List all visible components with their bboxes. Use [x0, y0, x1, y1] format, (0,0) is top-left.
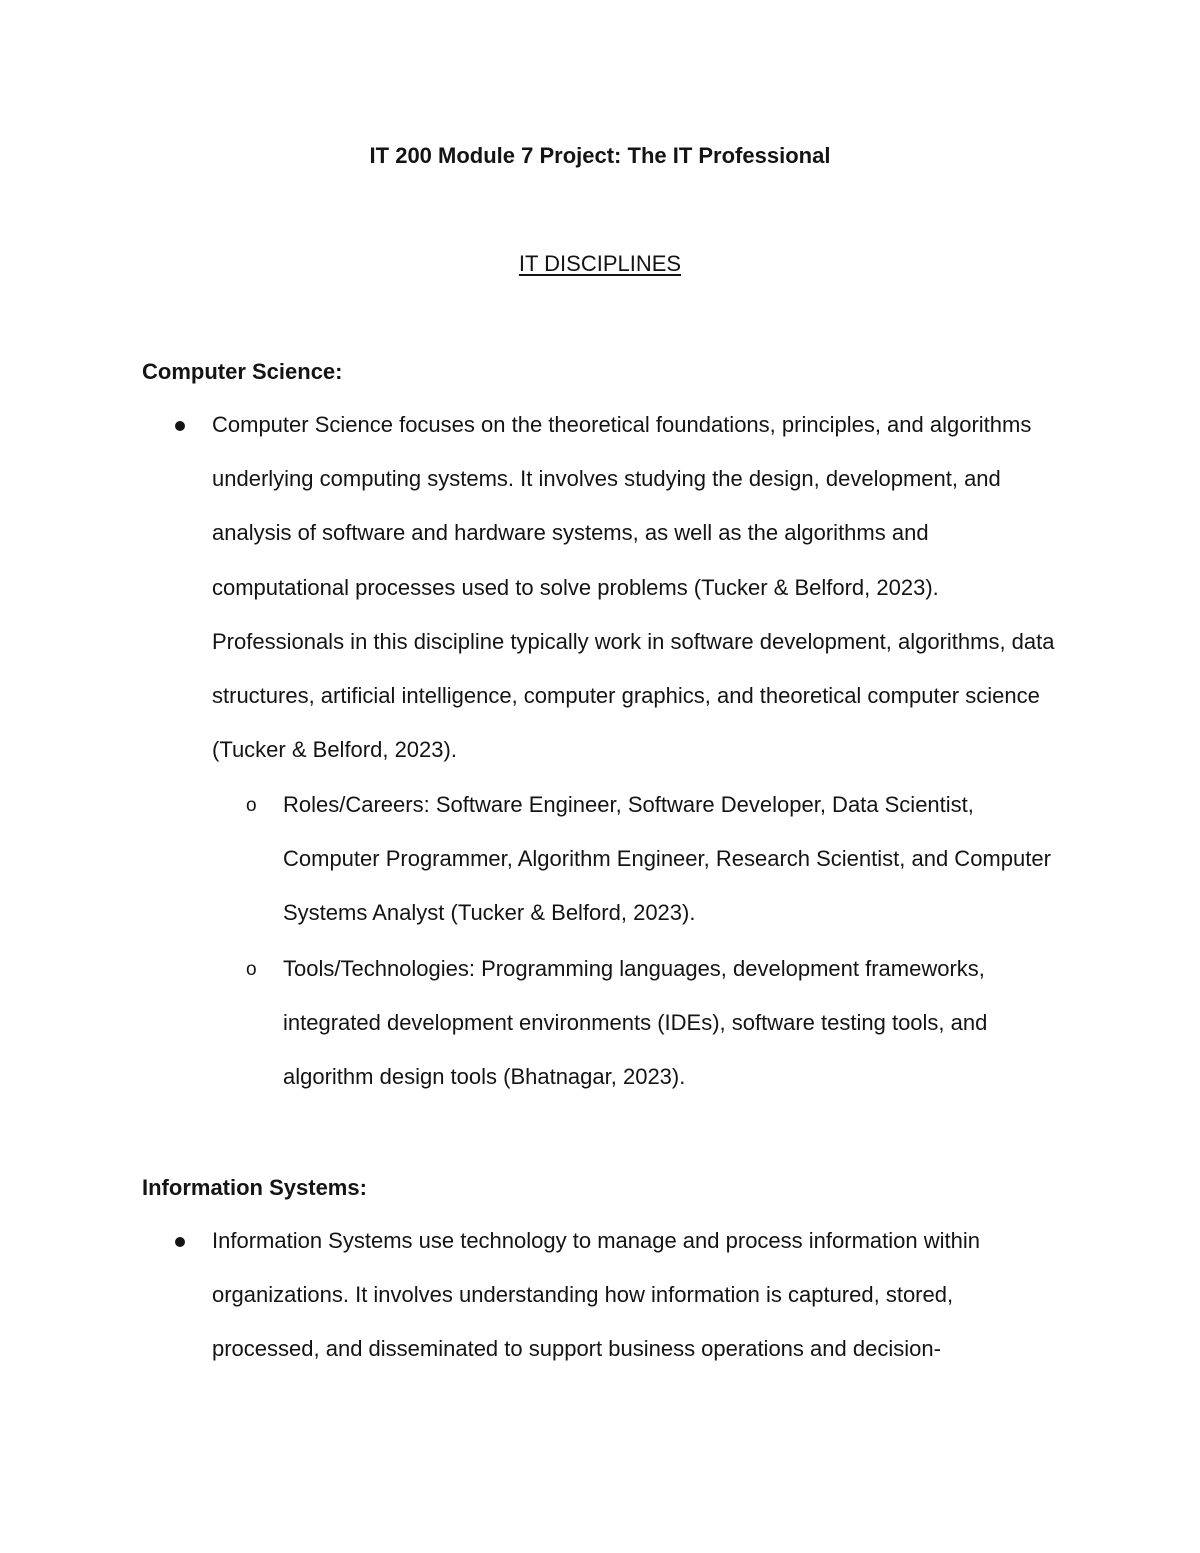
document-title: IT 200 Module 7 Project: The IT Professional: [369, 143, 831, 168]
subtitle-text: IT DISCIPLINES: [518, 251, 682, 276]
sub-bullet-marker: o: [246, 959, 257, 980]
computer-science-roles: Roles/Careers: Software Engineer, Software Developer, Data Scientist, Computer Programmer, Algorithm Engineer, Research Scientist, and Computer Systems Analyst (Tucker & Belford, 2023).: [283, 792, 1051, 926]
sub-bullet-marker: o: [246, 795, 257, 816]
document-subtitle: [0, 249, 1200, 279]
section-heading-computer-science: Computer Science:: [142, 359, 343, 384]
bullet-dot: [175, 1237, 185, 1247]
computer-science-description: Computer Science focuses on the theoretical foundations, principles, and algorithms underlying computing systems. It involves studying the design, development, and analysis of software and hardware systems, as well as the algorithms and computational processes used to solve problems (Tucker & Belford, 2023). Professionals in this discipline typically work in software development, algorithms, data structures, artificial intelligence, computer graphics, and theoretical computer science (Tucker & Belford, 2023).: [212, 412, 1055, 763]
information-systems-description: Information Systems use technology to manage and process information within organizations. It involves understanding how information is captured, stored, processed, and disseminated to support business operations and decision-: [212, 1228, 980, 1362]
section-heading-information-systems: Information Systems:: [142, 1175, 367, 1200]
bullet-dot: [175, 421, 185, 431]
computer-science-tools: Tools/Technologies: Programming languages, development frameworks, integrated development environments (IDEs), software testing tools, and algorithm design tools (Bhatnagar, 2023).: [283, 956, 988, 1090]
